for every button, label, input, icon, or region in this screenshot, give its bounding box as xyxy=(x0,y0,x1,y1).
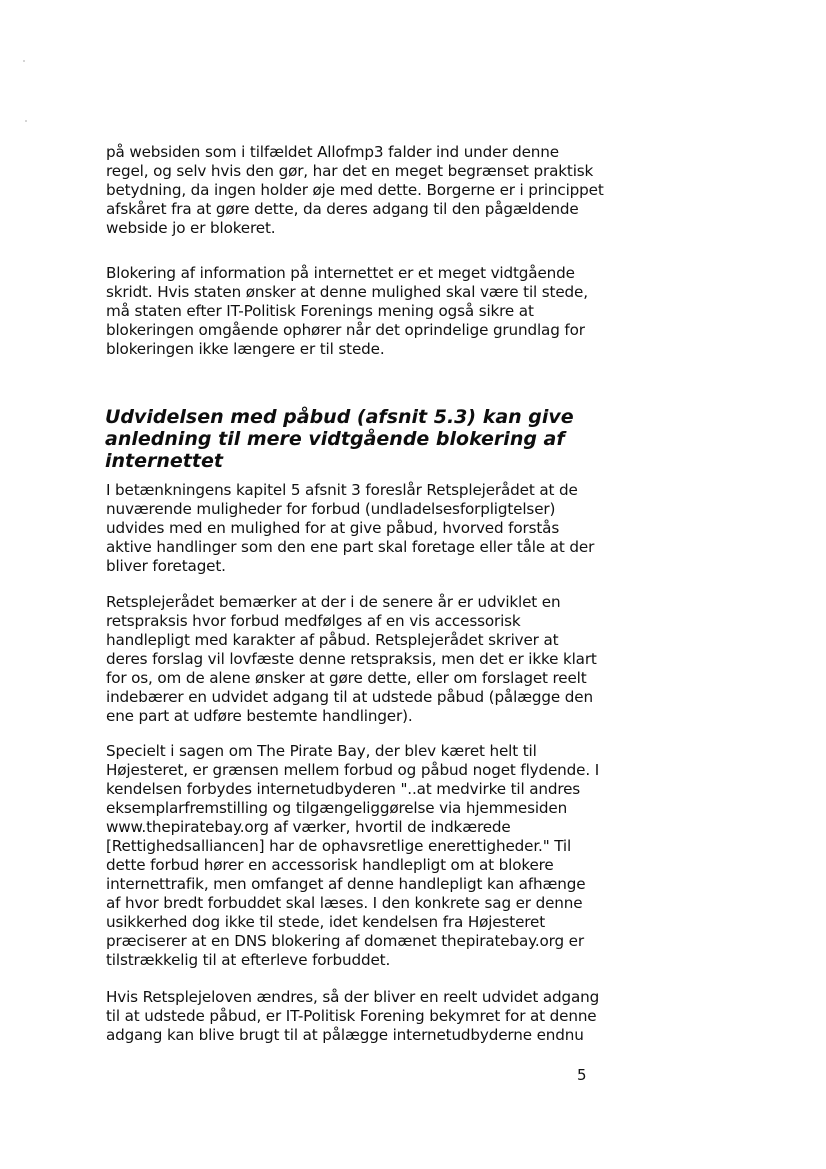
text-line: betydning, da ingen holder øje med dette. Borgerne er i princippet xyxy=(106,181,604,199)
text-line: afskåret fra at gøre dette, da deres adgang til den pågældende xyxy=(106,200,579,218)
text-line: eksemplarfremstilling og tilgængeliggørelse via hjemmesiden xyxy=(106,799,568,817)
text-line: adgang kan blive brugt til at pålægge internetudbyderne endnu xyxy=(106,1026,584,1044)
paragraph-2 xyxy=(106,264,606,359)
text-line: Specielt i sagen om The Pirate Bay, der blev kæret helt til xyxy=(106,742,537,760)
page-number: 5 xyxy=(577,1066,587,1084)
text-line: nuværende muligheder for forbud (undladelsesforpligtelser) xyxy=(106,500,556,518)
scan-speck xyxy=(25,120,27,122)
text-line: på websiden som i tilfældet Allofmp3 falder ind under denne xyxy=(106,143,559,161)
text-line: for os, om de alene ønsker at gøre dette, eller om forslaget reelt xyxy=(106,669,587,687)
text-line: ene part at udføre bestemte handlinger). xyxy=(106,707,413,725)
paragraph-4 xyxy=(106,593,606,726)
text-line: handlepligt med karakter af påbud. Retsplejerådet skriver at xyxy=(106,631,559,649)
text-line: I betænkningens kapitel 5 afsnit 3 foreslår Retsplejerådet at de xyxy=(106,481,578,499)
text-line: må staten efter IT-Politisk Forenings mening også sikre at xyxy=(106,302,534,320)
text-line: [Rettighedsalliancen] har de ophavsretlige enerettigheder." Til xyxy=(106,837,572,855)
text-line: retspraksis hvor forbud medfølges af en vis accessorisk xyxy=(106,612,521,630)
paragraph-1 xyxy=(106,143,606,238)
scan-speck xyxy=(23,60,25,62)
section-heading xyxy=(105,406,625,472)
text-line: udvides med en mulighed for at give påbud, hvorved forstås xyxy=(106,519,560,537)
text-line: usikkerhed dog ikke til stede, idet kendelsen fra Højesteret xyxy=(106,913,546,931)
text-line: aktive handlinger som den ene part skal foretage eller tåle at der xyxy=(106,538,595,556)
heading-line: anledning til mere vidtgående blokering af xyxy=(105,428,565,450)
text-line: bliver foretaget. xyxy=(106,557,226,575)
text-line: dette forbud hører en accessorisk handlepligt om at blokere xyxy=(106,856,554,874)
text-line: blokeringen omgående ophører når det oprindelige grundlag for xyxy=(106,321,585,339)
paragraph-5 xyxy=(106,742,606,970)
paragraph-6 xyxy=(106,988,606,1045)
text-line: til at udstede påbud, er IT-Politisk Forening bekymret for at denne xyxy=(106,1007,597,1025)
text-line: Blokering af information på internettet er et meget vidtgående xyxy=(106,264,575,282)
text-line: kendelsen forbydes internetudbyderen "..at medvirke til andres xyxy=(106,780,581,798)
text-line: skridt. Hvis staten ønsker at denne mulighed skal være til stede, xyxy=(106,283,588,301)
text-line: regel, og selv hvis den gør, har det en meget begrænset praktisk xyxy=(106,162,594,180)
text-line: webside jo er blokeret. xyxy=(106,219,276,237)
text-line: internettrafik, men omfanget af denne handlepligt kan afhænge xyxy=(106,875,586,893)
text-line: tilstrækkelig til at efterleve forbuddet. xyxy=(106,951,391,969)
text-line: Højesteret, er grænsen mellem forbud og påbud noget flydende. I xyxy=(106,761,600,779)
text-line: Retsplejerådet bemærker at der i de senere år er udviklet en xyxy=(106,593,561,611)
text-line: af hvor bredt forbuddet skal læses. I den konkrete sag er denne xyxy=(106,894,583,912)
text-line: deres forslag vil lovfæste denne retspraksis, men det er ikke klart xyxy=(106,650,597,668)
text-line: blokeringen ikke længere er til stede. xyxy=(106,340,385,358)
heading-line: internettet xyxy=(105,450,223,472)
text-line: indebærer en udvidet adgang til at udstede påbud (pålægge den xyxy=(106,688,593,706)
text-line: præciserer at en DNS blokering af domænet thepiratebay.org er xyxy=(106,932,584,950)
heading-line: Udvidelsen med påbud (afsnit 5.3) kan give xyxy=(105,406,574,428)
text-line: Hvis Retsplejeloven ændres, så der bliver en reelt udvidet adgang xyxy=(106,988,600,1006)
text-line: www.thepiratebay.org af værker, hvortil de indkærede xyxy=(106,818,511,836)
paragraph-3 xyxy=(106,481,606,576)
